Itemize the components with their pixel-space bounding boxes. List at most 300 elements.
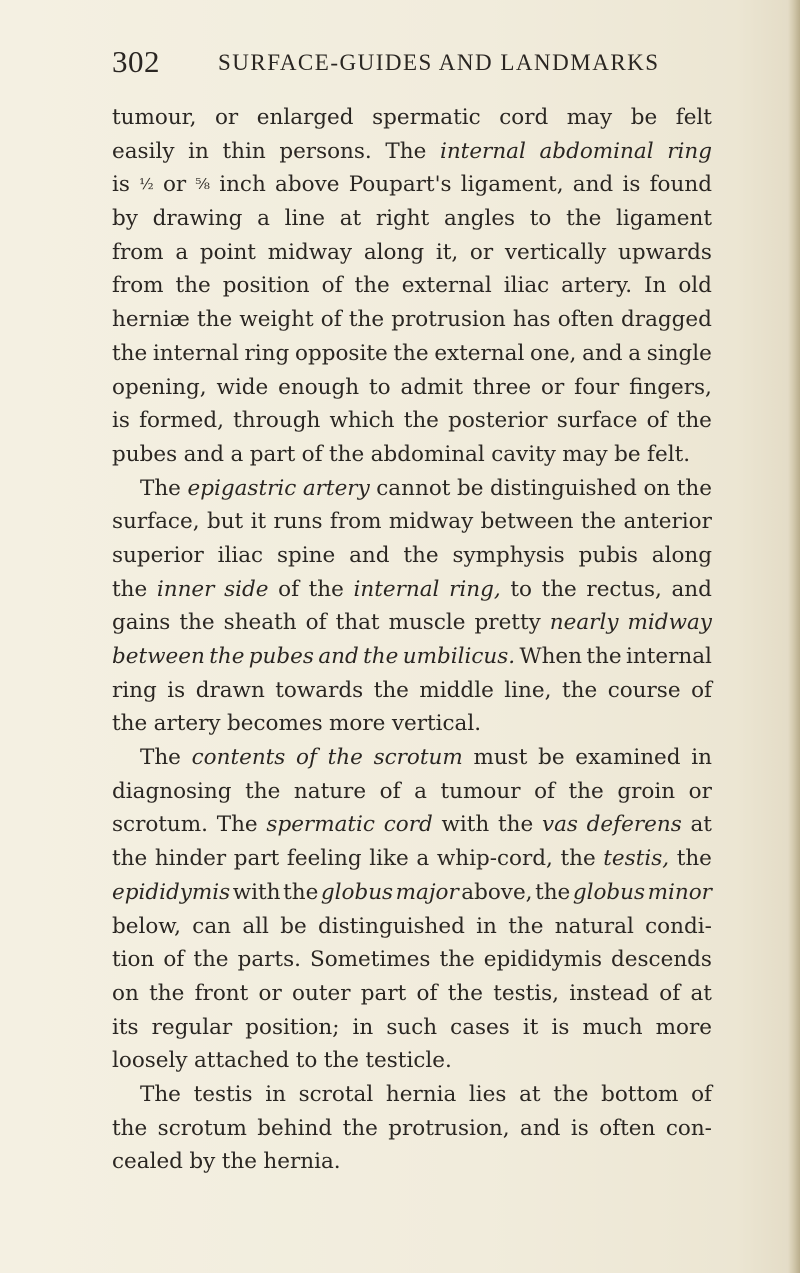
word: can (192, 913, 232, 939)
word: part (360, 980, 407, 1006)
word: iliac (503, 273, 550, 299)
word: and (349, 542, 390, 568)
word: descends (611, 947, 712, 973)
word: opposite (295, 340, 388, 366)
text-line (112, 640, 712, 674)
word: the (245, 778, 281, 804)
word: on (112, 980, 139, 1006)
word: above (275, 172, 340, 198)
page-edge (788, 0, 800, 1273)
word: the (354, 273, 390, 299)
word: globus (572, 879, 646, 905)
word: at (519, 1081, 541, 1107)
word: the (566, 206, 602, 232)
word: and (671, 576, 712, 602)
word: distinguished (490, 475, 637, 501)
word: the (541, 576, 577, 602)
word: at (339, 206, 362, 232)
word: and (183, 441, 225, 467)
word: contents (191, 745, 286, 771)
word: globus (320, 879, 394, 905)
text-line (112, 539, 712, 573)
word: cavity (491, 441, 556, 467)
word: in (476, 913, 497, 939)
text-line (112, 1112, 712, 1146)
word: diagnosing (112, 778, 232, 804)
word: be (630, 105, 658, 130)
word: front (194, 980, 249, 1006)
word: feeling (286, 846, 362, 872)
word: internal (439, 138, 526, 164)
word: between (480, 509, 574, 535)
word: the (535, 879, 571, 905)
word: admit (400, 374, 464, 400)
text-line (112, 269, 712, 303)
word: like (369, 846, 409, 872)
word: is (551, 1014, 570, 1040)
word: testicle. (365, 1048, 452, 1074)
word: all (242, 913, 269, 939)
word: to (510, 576, 532, 602)
word: condi- (645, 913, 712, 939)
word: epididymis (483, 947, 602, 973)
word: the (209, 644, 245, 669)
word: posterior (448, 408, 548, 434)
word: single (646, 340, 712, 366)
text-line (112, 472, 712, 506)
word: nearly (549, 610, 619, 636)
word: cases (450, 1014, 510, 1040)
word: iliac (217, 542, 264, 568)
word: on (643, 475, 671, 501)
word: natural (554, 913, 634, 939)
word: scrotum. (112, 812, 209, 838)
word: be (280, 913, 307, 939)
word: side (224, 576, 269, 602)
word: or (214, 105, 239, 130)
text-line (112, 404, 712, 438)
text-line (112, 1011, 712, 1045)
word: more (329, 711, 386, 737)
text-line (112, 977, 712, 1011)
word: The (216, 812, 258, 838)
word: more (655, 1014, 712, 1040)
word: it (522, 1014, 539, 1040)
text-line (112, 168, 712, 202)
word: is (167, 677, 186, 703)
word: umbilicus. (402, 644, 516, 669)
word: may (562, 441, 608, 467)
word: spermatic (266, 812, 375, 838)
word: surface (556, 408, 638, 434)
word: cord (499, 105, 549, 130)
word: ligament, (460, 172, 564, 198)
word: the (403, 542, 439, 568)
word: regular (151, 1014, 233, 1040)
word: position; (245, 1014, 340, 1040)
word: the (193, 947, 229, 973)
word: often (557, 307, 614, 333)
word: dragged (621, 307, 712, 333)
word: below, (112, 913, 181, 939)
word: behind (257, 1115, 333, 1141)
word: ring (112, 677, 157, 703)
text-line (112, 808, 712, 842)
word: and (318, 644, 359, 669)
word: it, (435, 239, 459, 265)
word: minor (647, 879, 712, 905)
word: internal (625, 644, 712, 669)
word: part (233, 846, 280, 872)
word: at (690, 812, 712, 838)
word: the (508, 913, 544, 939)
word: or (162, 172, 187, 198)
text-line (112, 910, 712, 944)
word: is (112, 408, 130, 434)
word: cealed (112, 1149, 183, 1175)
word: with (441, 812, 490, 838)
text-line (112, 505, 712, 539)
word: a (416, 846, 430, 872)
word: often (599, 1115, 656, 1141)
word: testis, (493, 980, 560, 1006)
word: pubes (248, 644, 314, 669)
word: right (375, 206, 430, 232)
word: from (112, 273, 164, 299)
word: the (403, 408, 439, 434)
word: the (221, 1149, 257, 1175)
word: old (678, 273, 712, 299)
word: or (469, 239, 494, 265)
word: ring (244, 340, 290, 366)
word: the (348, 307, 385, 333)
page-number: 302 (112, 44, 160, 79)
word: deferens (586, 812, 682, 838)
text-line (112, 236, 712, 270)
word: of (416, 980, 438, 1006)
word: protrusion (391, 307, 506, 333)
word: testis (193, 1081, 253, 1107)
word: muscle (388, 610, 466, 636)
word: thin (222, 138, 266, 164)
word: external (401, 273, 492, 299)
text-line (112, 943, 712, 977)
word: of (163, 947, 185, 973)
word: internal (152, 340, 239, 366)
word: enough (278, 374, 360, 400)
word: along (363, 239, 425, 265)
word: at (690, 980, 712, 1006)
word: the (112, 711, 148, 737)
word: or (688, 778, 712, 804)
word: in (188, 138, 209, 164)
text-line (112, 135, 712, 169)
text-line (112, 842, 712, 876)
word: but (206, 509, 244, 535)
word: the (342, 1115, 378, 1141)
word: the (568, 778, 604, 804)
word: upwards (618, 239, 712, 265)
word: vertical. (391, 711, 482, 737)
word: parts. (237, 947, 301, 973)
word: bottom (601, 1081, 679, 1107)
word: a (175, 239, 189, 265)
word: or (258, 980, 282, 1006)
word: the (323, 1048, 359, 1074)
word: surface, (112, 509, 200, 535)
word: through (233, 408, 321, 434)
word: scrotal (298, 1081, 374, 1107)
word: tion (112, 947, 155, 973)
word: by (112, 206, 138, 232)
text-line (112, 303, 712, 337)
text-line (112, 876, 712, 910)
word: vas (541, 812, 578, 838)
running-head: SURFACE-GUIDES AND LANDMARKS (218, 50, 660, 75)
word: distinguished (317, 913, 465, 939)
word: or (541, 374, 565, 400)
word: examined (575, 745, 681, 771)
word: the (586, 644, 622, 669)
word: one, (530, 340, 577, 366)
word: in (352, 1014, 374, 1040)
word: the (363, 644, 399, 669)
word: three (472, 374, 532, 400)
text-line (112, 741, 712, 775)
word: cord (383, 812, 433, 838)
word: The (140, 1081, 181, 1107)
text-line (112, 337, 712, 371)
word: along (651, 542, 712, 568)
word: protrusion, (388, 1115, 510, 1141)
word: of (691, 677, 712, 703)
word: the (149, 980, 185, 1006)
text-line (112, 707, 712, 741)
word: the (553, 1081, 589, 1107)
word: felt. (647, 441, 691, 467)
word: be (614, 441, 641, 467)
word: pubis (578, 542, 638, 568)
word: whip-cord, (436, 846, 553, 872)
word: inch (219, 172, 266, 198)
word: the (447, 980, 483, 1006)
word: spine (276, 542, 336, 568)
word: abdominal (370, 441, 485, 467)
word: the (497, 812, 534, 838)
word: the (112, 1115, 148, 1141)
text-line (112, 438, 712, 472)
word: herniæ (112, 307, 190, 333)
word: line (284, 206, 325, 232)
word: of (379, 778, 401, 804)
word: to (529, 206, 552, 232)
word: such (386, 1014, 438, 1040)
word: to (369, 374, 391, 400)
word: be (456, 475, 484, 501)
text-line (112, 606, 712, 640)
text-line (112, 674, 712, 708)
word: that (335, 610, 380, 636)
body-text (112, 101, 712, 1179)
word: and (520, 1115, 561, 1141)
word: ligament (616, 206, 712, 232)
word: rectus, (586, 576, 662, 602)
word: lies (468, 1081, 507, 1107)
word: pretty (474, 610, 541, 636)
word: artery (302, 475, 370, 501)
word: ring, (449, 576, 501, 602)
word: In (644, 273, 667, 299)
word: its (112, 1014, 139, 1040)
word: the (393, 340, 429, 366)
word: found (649, 172, 712, 198)
word: easily (112, 138, 175, 164)
word: the (112, 576, 148, 602)
word: vertically (504, 239, 607, 265)
word: of (659, 980, 681, 1006)
word: loosely (112, 1048, 188, 1074)
word: external (434, 340, 525, 366)
word: position (222, 273, 310, 299)
word: Poupart's (348, 172, 452, 198)
word: epididymis (112, 879, 231, 905)
word: artery (153, 711, 221, 737)
word: a (257, 206, 270, 232)
word: of (320, 307, 342, 333)
text-line (112, 573, 712, 607)
word: Sometimes (310, 947, 431, 973)
word: inner (156, 576, 215, 602)
word: of (691, 1081, 712, 1107)
word: the (179, 610, 215, 636)
word: cannot (376, 475, 451, 501)
word: formed, (139, 408, 224, 434)
word: the (196, 307, 233, 333)
word: hernia. (263, 1149, 341, 1175)
word: may (566, 105, 613, 130)
word: hernia (385, 1081, 457, 1107)
word: of (646, 408, 668, 434)
word: becomes (226, 711, 323, 737)
word: attached (193, 1048, 290, 1074)
word: the (373, 677, 409, 703)
word: course (607, 677, 681, 703)
word: the (112, 340, 148, 366)
word: the (676, 846, 712, 872)
word: tumour, (112, 105, 197, 130)
word: scrotum (157, 1115, 247, 1141)
word: point (199, 239, 256, 265)
word: a (414, 778, 427, 804)
word: with (232, 879, 281, 905)
word: must (473, 745, 528, 771)
word: a (230, 441, 244, 467)
word: of (278, 576, 300, 602)
word: runs (273, 509, 323, 535)
word: weight (239, 307, 314, 333)
word: four (574, 374, 620, 400)
text-line (112, 775, 712, 809)
word: superior (112, 542, 204, 568)
word: the (561, 677, 598, 703)
word: anterior (623, 509, 712, 535)
word: much (582, 1014, 643, 1040)
word: the (283, 879, 319, 905)
word: hinder (154, 846, 227, 872)
text-line (112, 371, 712, 405)
word: the (308, 576, 344, 602)
word: major (395, 879, 459, 905)
word: The (140, 745, 181, 771)
word: gains (112, 610, 171, 636)
word: is (622, 172, 641, 198)
page-header (112, 44, 752, 84)
word: sheath (223, 610, 297, 636)
word: by (189, 1149, 216, 1175)
word: drawing (152, 206, 243, 232)
word: to (295, 1048, 318, 1074)
word: the (560, 846, 596, 872)
word: midway (388, 509, 474, 535)
word: of (321, 273, 343, 299)
word: ½ (139, 175, 154, 194)
word: part (249, 441, 296, 467)
word: con- (665, 1115, 712, 1141)
text-line (112, 1145, 712, 1179)
word: pubes (112, 441, 178, 467)
word: is (570, 1115, 589, 1141)
text-line (112, 1078, 712, 1112)
word: persons. (279, 138, 372, 164)
word: the (676, 475, 712, 501)
word: the (329, 441, 365, 467)
word: wide (216, 374, 269, 400)
word: in (265, 1081, 286, 1107)
word: between (112, 644, 205, 669)
word: line, (504, 677, 552, 703)
word: midway (267, 239, 353, 265)
word: outer (292, 980, 351, 1006)
word: it (250, 509, 267, 535)
word: towards (275, 677, 364, 703)
word: from (329, 509, 382, 535)
word: a (628, 340, 642, 366)
word: of (301, 441, 323, 467)
word: which (329, 408, 395, 434)
word: artery. (561, 273, 633, 299)
word: the (580, 509, 617, 535)
text-line (112, 202, 712, 236)
word: The (385, 138, 427, 164)
word: above, (461, 879, 533, 905)
word: epigastric (187, 475, 297, 501)
word: middle (419, 677, 494, 703)
word: of (296, 745, 317, 771)
word: fingers, (629, 374, 712, 400)
word: ring (667, 138, 712, 164)
word: from (112, 239, 164, 265)
word: enlarged (256, 105, 354, 130)
word: the (676, 408, 712, 434)
word: scrotum (373, 745, 463, 771)
word: instead (569, 980, 649, 1006)
word: groin (617, 778, 676, 804)
word: has (512, 307, 551, 333)
word: be (538, 745, 565, 771)
word: nature (293, 778, 367, 804)
word: the (175, 273, 211, 299)
word: is (112, 172, 130, 198)
